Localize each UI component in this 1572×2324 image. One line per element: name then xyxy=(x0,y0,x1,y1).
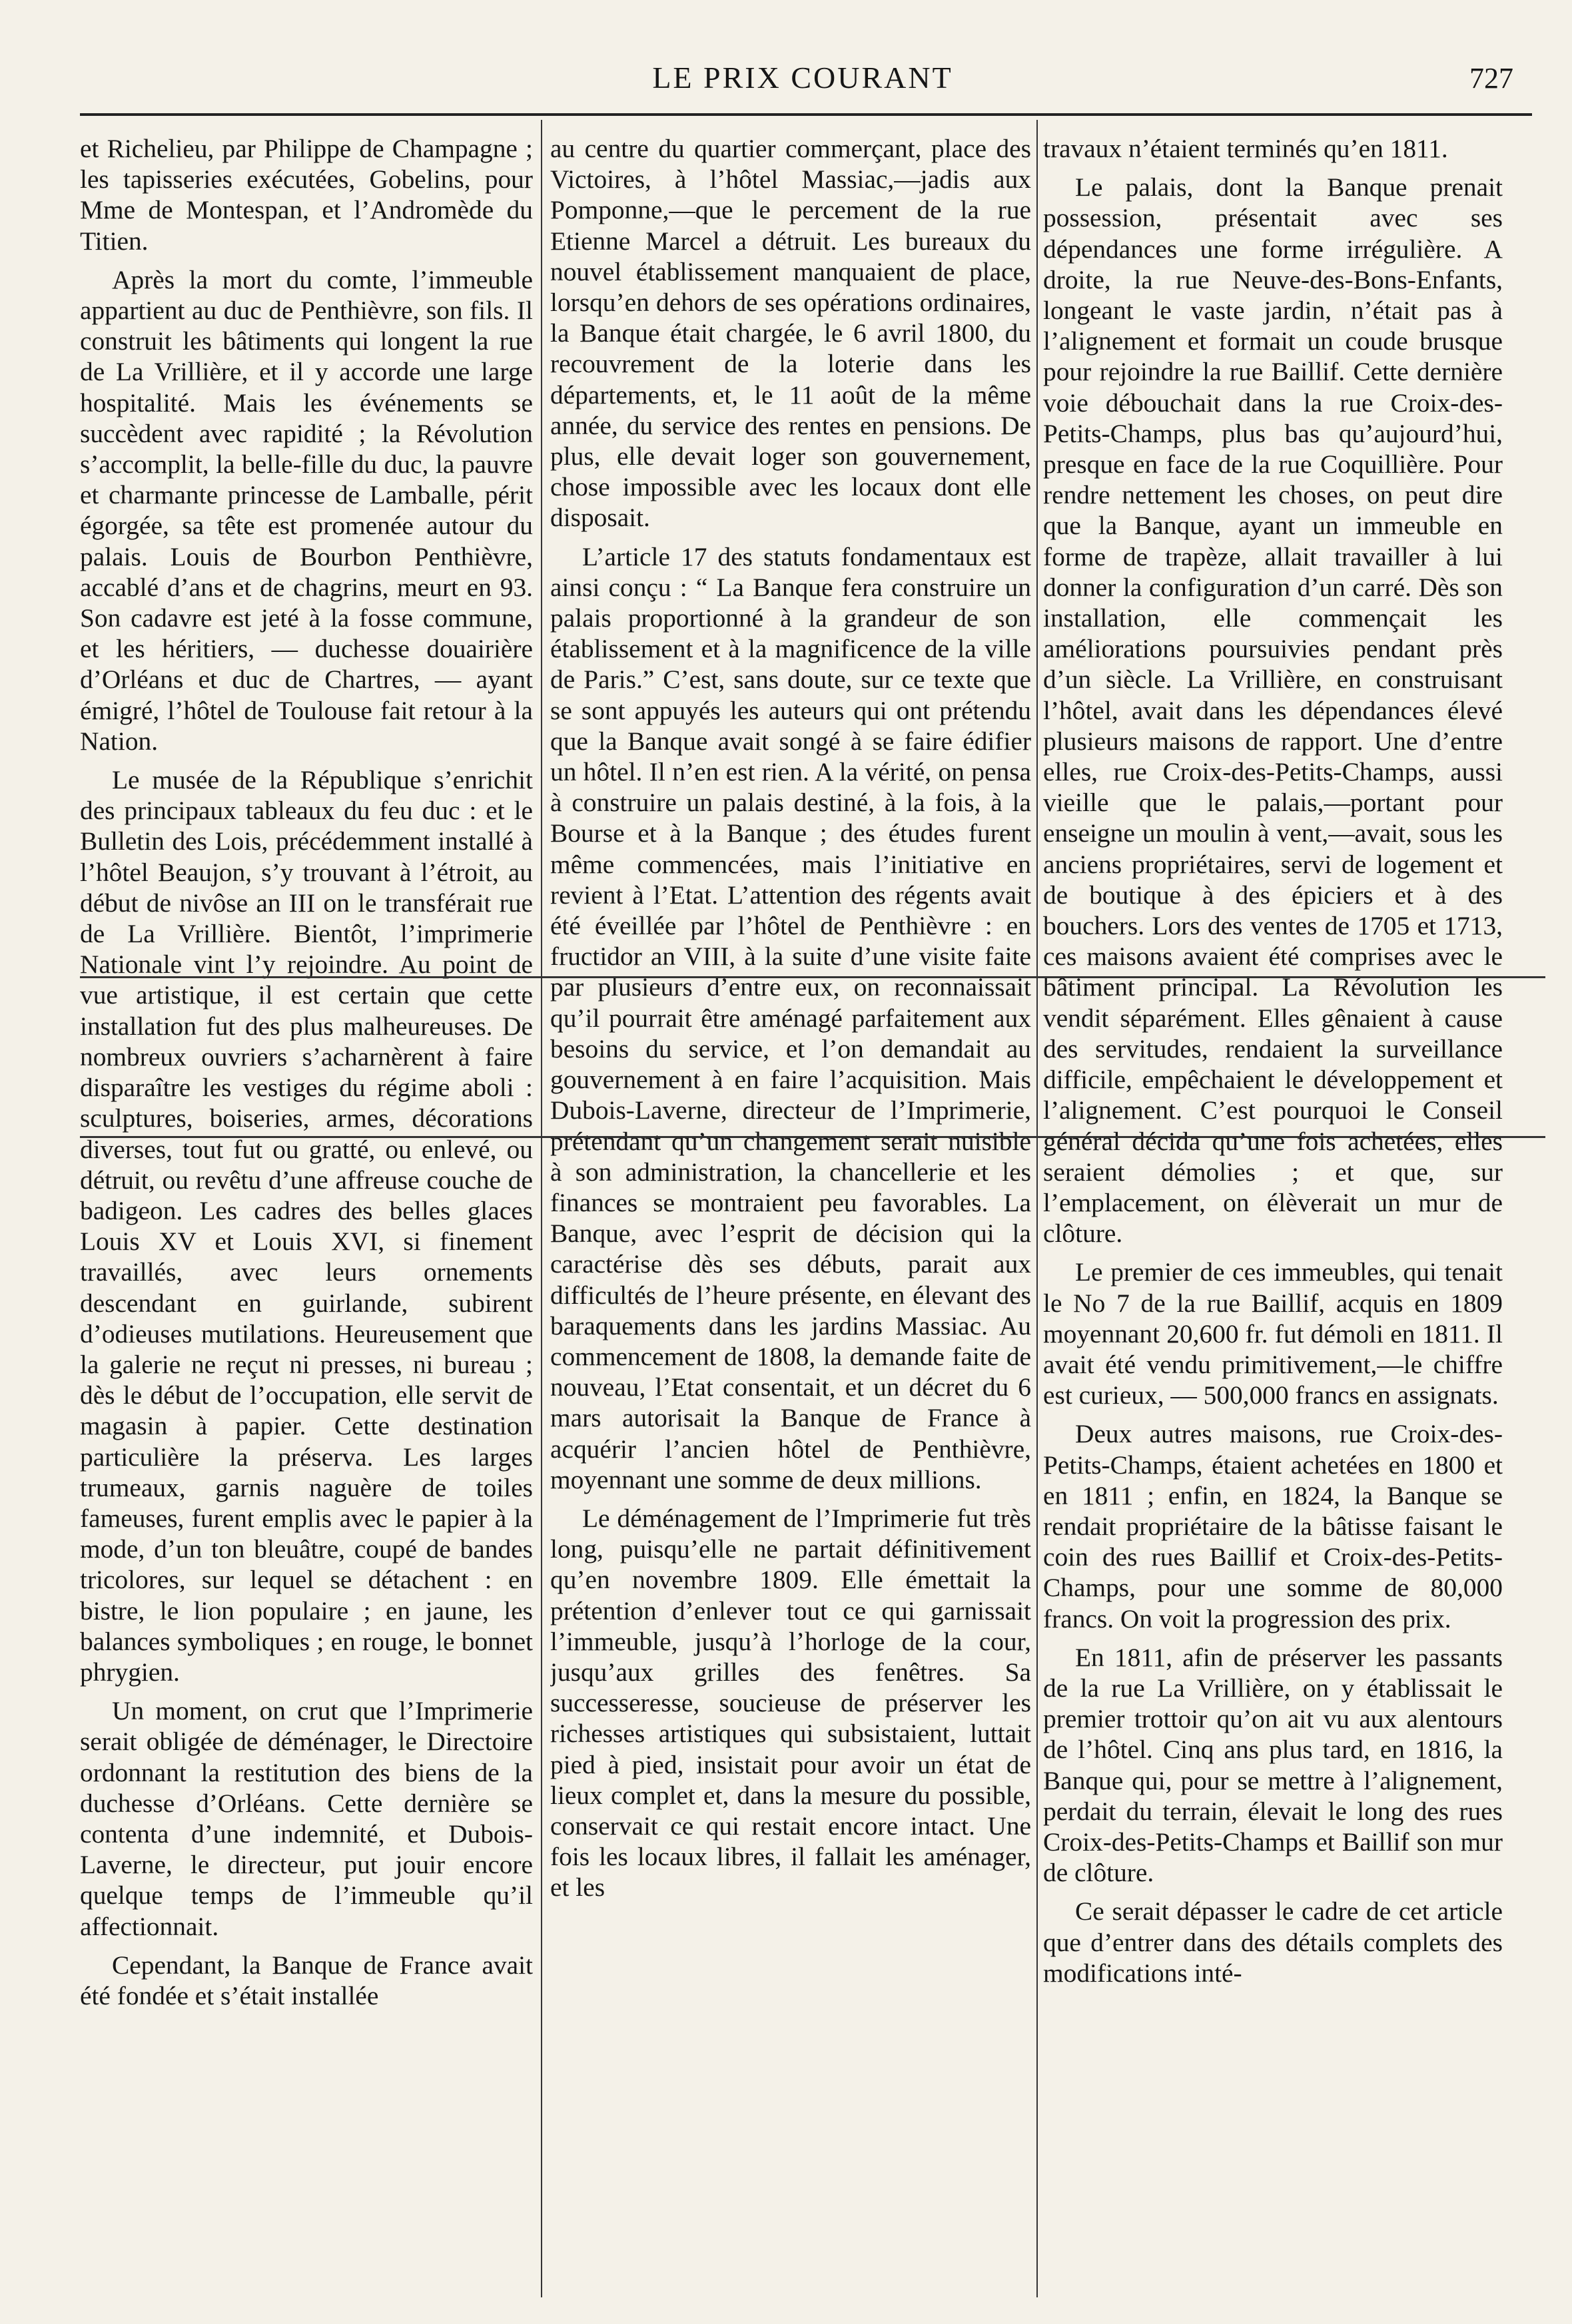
running-title: LE PRIX COURANT xyxy=(652,61,953,95)
scan-line-artifact xyxy=(80,976,1545,978)
header-rule xyxy=(80,113,1532,116)
paragraph: travaux n’étaient terminés qu’en 1811. xyxy=(1043,134,1448,163)
scan-line-artifact xyxy=(80,1136,1545,1138)
paragraph: Le palais, dont la Banque prenait possession, présentait avec ses dépendances une forme irrégulière. A droite, la rue Neuve-des-Bons-Enfants, longeant le vaste jardin, n’était pas à l’alignement et formait un coude brusque pour rejoindre la rue Baillif. Cette dernière voie débouchait dans la rue Croix-des-Petits-Champs, plus bas qu’aujourd’hui, presque en face de la rue Coquillière. Pour rendre nettement les choses, on peut dire que la Banque, ayant un immeuble en forme de trapèze, allait travailler à lui donner la configuration d’un carré. Dès son installation, elle commençait les améliorations poursuivies pendant près d’un siècle. La Vrillière, en construisant l’hôtel, avait dans les dépendances élevé plusieurs maisons de rapport. Une d’entre elles, rue Croix-des-Petits-Champs, aussi vieille que le palais,—portant pour enseigne un moulin à vent,—avait, sous les anciens propriétaires, servi de logement et de boutique à des épiciers et à des bouchers. Lors des ventes de 1705 et 1713, ces maisons avaient été comprises avec le bâtiment principal. La Révolution les vendit séparément. Elles gênaient à cause des servitudes, rendaient la surveillance difficile, empêchaient le développement et l’alignement. C’est pourquoi le Conseil général décida qu’une fois achetées, elles seraient démolies ; et que, sur l’emplacement, on élèverait un mur de clôture. xyxy=(1043,172,1503,1249)
paragraph: Ce serait dépasser le cadre de cet article que d’entrer dans des détails complets des modifications inté- xyxy=(1043,1896,1503,1988)
page-number: 727 xyxy=(1469,62,1513,95)
paragraph: Le premier de ces immeubles, qui tenait le No 7 de la rue Baillif, acquis en 1809 moyennant 20,600 fr. fut démoli en 1811. Il avait été vendu primitivement,—le chiffre est curieux, — 500,000 francs en assignats. xyxy=(1043,1257,1503,1410)
paragraph: Deux autres maisons, rue Croix-des-Petits-Champs, étaient achetées en 1800 et en 1811 ; enfin, en 1824, la Banque se rendait propriétaire de la bâtisse faisant le coin des rues Baillif et Croix-des-Petits-Champs, pour une somme de 80,000 francs. On voit la progression des prix. xyxy=(1043,1419,1503,1633)
paragraph: Le déménagement de l’Imprimerie fut très long, puisqu’elle ne partait définitivement qu’en novembre 1809. Elle émettait la prétention d’enlever tout ce qui garnissait l’immeuble, jusqu’à l’horloge de la cour, jusqu’aux grilles des fenêtres. Sa successeresse, soucieuse de préserver les richesses artistiques qui subsistaient, luttait pied à pied, insistait pour avoir un état de lieux complet et, dans la mesure du possible, conservait ce qui restait encore intact. Une fois les locaux libres, il fallait les aménager, et les xyxy=(550,1503,1031,1902)
paragraph: au centre du quartier commerçant, place des Victoires, à l’hôtel Massiac,—jadis aux Pomponne,—que le percement de la rue Etienne Marcel a détruit. Les bureaux du nouvel établissement manquaient de place, lorsqu’en dehors de ses opérations ordinaires, la Banque était chargée, le 6 avril 1800, du recouvrement de la loterie dans les départements, et, le 11 août de la même année, du service des rentes en pensions. De plus, elle devait loger son gouvernement, chose impossible avec les locaux dont elle disposait. xyxy=(550,134,1031,533)
paragraph: Cependant, la Banque de France avait été fondée et s’était installée xyxy=(80,1950,533,2010)
column-divider-1 xyxy=(541,120,542,2297)
paragraph: L’article 17 des statuts fondamentaux est ainsi conçu : “ La Banque fera construire un palais proportionné à la grandeur de son établissement et à la magnificence de la ville de Paris.” C’est, sans doute, sur ce texte que se sont appuyés les auteurs qui ont prétendu que la Banque avait songé à se faire édifier un hôtel. Il n’en est rien. A la vérité, on pensa à construire un palais destiné, à la fois, à la Bourse et à la Banque ; des études furent même commencées, mais l’initiative en revient à l’Etat. L’attention des régents avait été éveillée par l’hôtel de Penthièvre : en fructidor an VIII, à la suite d’une visite faite par plusieurs d’entre eux, on reconnaissait qu’il pourrait être aménagé parfaitement aux besoins du service, et l’on demandait au gouvernement à en faire l’acquisition. Mais Dubois-Laverne, directeur de l’Imprimerie, prétendant qu’un changement serait nuisible à son administration, la chancellerie et les finances se montraient peu favorables. La Banque, avec l’esprit de décision qui la caractérise dès ses débuts, parait aux difficultés de l’heure présente, en élevant des baraquements dans les jardins Massiac. Au commencement de 1808, la demande faite de nouveau, l’Etat consentait, et un décret du 6 mars autorisait la Banque de France à acquérir l’ancien hôtel de Penthièvre, moyennant une somme de deux millions. xyxy=(550,541,1031,1494)
paragraph: Un moment, on crut que l’Imprimerie serait obligée de déménager, le Directoire ordonnant la restitution des biens de la duchesse d’Orléans. Cette dernière se contenta d’une indemnité, et Dubois-Laverne, le directeur, put jouir encore quelque temps de l’immeuble qu’il affectionnait. xyxy=(80,1696,533,1941)
paragraph: Le musée de la République s’enrichit des principaux tableaux du feu duc : et le Bulletin des Lois, précédemment installé à l’hôtel Beaujon, s’y trouvant à l’étroit, au début de nivôse an III on le transférait rue de La Vrillière. Bientôt, l’imprimerie Nationale vint l’y rejoindre. Au point de vue artistique, il est certain que cette installation fut des plus malheureuses. De nombreux ouvriers s’acharnèrent à faire disparaître les vestiges du régime aboli : sculptures, boiseries, armes, décorations diverses, tout fut ou gratté, ou enlevé, ou détruit, ou revêtu d’une affreuse couche de badigeon. Les cadres des belles glaces Louis XV et Louis XVI, si finement travaillés, avec leurs ornements descendant en guirlande, subirent d’odieuses mutilations. Heureusement que la galerie ne reçut ni presses, ni bureau ; dès le début de l’occupation, elle servit de magasin à papier. Cette destination particulière la préserva. Les larges trumeaux, garnis naguère de toiles fameuses, furent emplis avec le papier à la mode, d’un ton bleuâtre, coupé de bandes tricolores, sur lequel se détachent : en bistre, le lion populaire ; en jaune, les balances symboliques ; en rouge, le bonnet phrygien. xyxy=(80,765,533,1687)
column-divider-2 xyxy=(1036,120,1038,2297)
paragraph: En 1811, afin de préserver les passants de la rue La Vrillière, on y établissait le premier trottoir qu’on ait vu aux alentours de l’hôtel. Cinq ans plus tard, en 1816, la Banque qui, pour se mettre à l’alignement, perdait du terrain, élevait le long des rues Croix-des-Petits-Champs et Baillif son mur de clôture. xyxy=(1043,1642,1503,1888)
column-1 xyxy=(80,133,533,2291)
paragraph: Après la mort du comte, l’immeuble appartient au duc de Penthièvre, son fils. Il construit les bâtiments qui longent la rue de La Vrillière, et il y accorde une large hospitalité. Mais les événements se succèdent avec rapidité ; la Révolution s’accomplit, la belle-fille du duc, la pauvre et charmante princesse de Lamballe, périt égorgée, sa tête est promenée autour du palais. Louis de Bourbon Penthièvre, accablé d’ans et de chagrins, meurt en 93. Son cadavre est jeté à la fosse commune, et les héritiers, — duchesse douairière d’Orléans et duc de Chartres, — ayant émigré, l’hôtel de Toulouse fait retour à la Nation. xyxy=(80,264,533,756)
paragraph: et Richelieu, par Philippe de Champagne ; les tapisseries exécutées, Gobelins, pour Mme de Montespan, et l’Andromède du Titien. xyxy=(80,134,533,256)
column-3 xyxy=(1043,133,1503,2291)
column-2 xyxy=(550,133,1031,2291)
page-header xyxy=(80,55,1525,108)
